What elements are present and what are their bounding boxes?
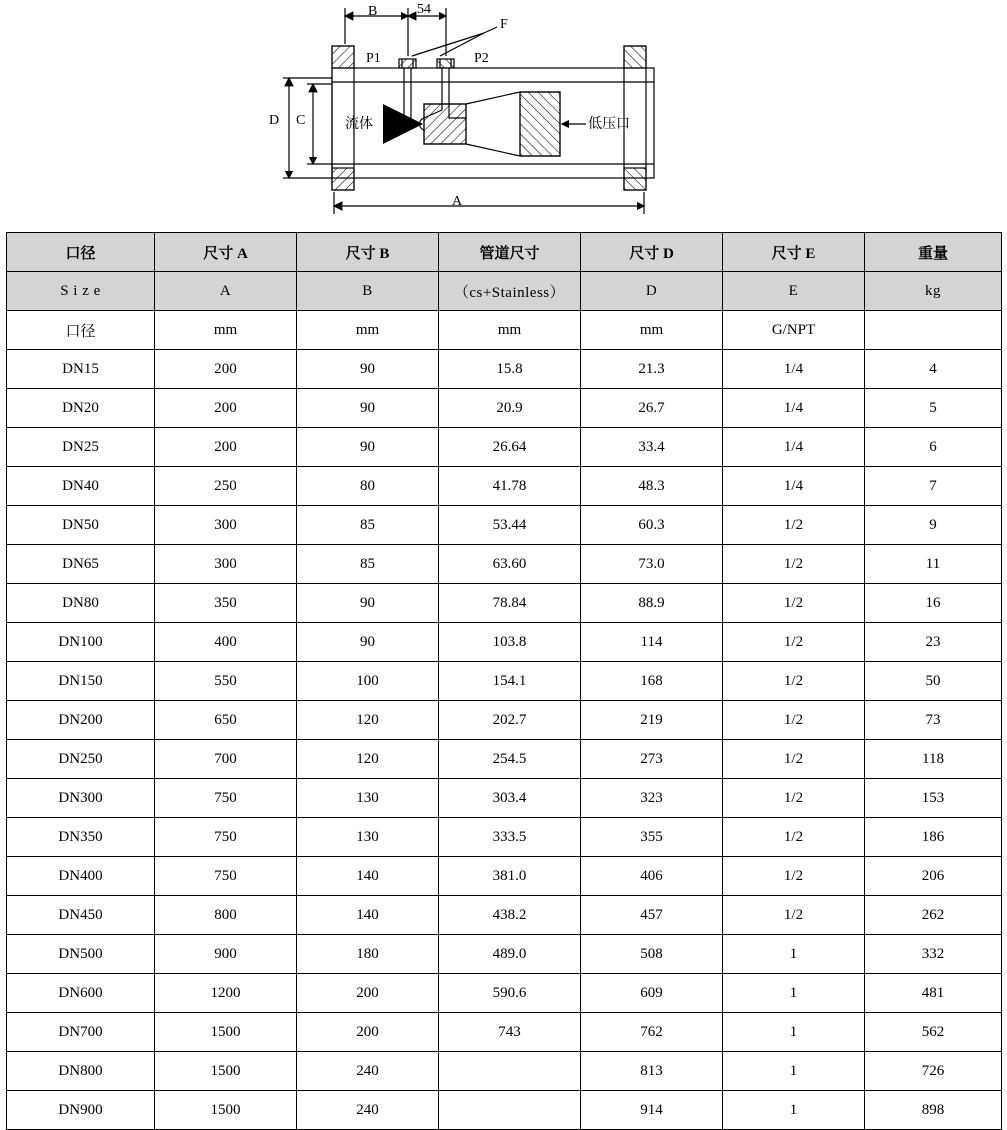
table-cell — [439, 1052, 581, 1091]
table-cell: 1/2 — [723, 779, 865, 818]
table-row — [7, 818, 1002, 857]
header-cell-pipe-size-cn: 管道尺寸 — [439, 233, 581, 272]
table-cell: 219 — [581, 701, 723, 740]
table-cell: DN450 — [7, 896, 155, 935]
dimension-label-54: 54 — [417, 2, 431, 17]
table-row — [7, 896, 1002, 935]
table-cell: 750 — [155, 818, 297, 857]
table-cell: DN800 — [7, 1052, 155, 1091]
table-cell: 898 — [865, 1091, 1002, 1130]
table-cell: 63.60 — [439, 545, 581, 584]
header-cell-size-cn: 口径 — [7, 233, 155, 272]
table-cell: 350 — [155, 584, 297, 623]
table-body — [7, 311, 1002, 1130]
header-cell-d-en: D — [581, 272, 723, 311]
table-cell: 130 — [297, 818, 439, 857]
table-cell: 1500 — [155, 1052, 297, 1091]
table-cell: 562 — [865, 1013, 1002, 1052]
table-row — [7, 662, 1002, 701]
table-cell: 240 — [297, 1091, 439, 1130]
table-cell: DN300 — [7, 779, 155, 818]
table-cell: 1 — [723, 1091, 865, 1130]
table-cell: 273 — [581, 740, 723, 779]
header-cell-size-en: S i z e — [7, 272, 155, 311]
table-row — [7, 584, 1002, 623]
table-cell: 50 — [865, 662, 1002, 701]
table-cell: 73.0 — [581, 545, 723, 584]
table-cell: 1/2 — [723, 545, 865, 584]
table-cell: DN500 — [7, 935, 155, 974]
table-cell: 85 — [297, 506, 439, 545]
table-header — [7, 233, 1002, 311]
table-cell: 90 — [297, 584, 439, 623]
table-cell: 130 — [297, 779, 439, 818]
table-cell: 1/2 — [723, 662, 865, 701]
unit-cell-pipe: mm — [439, 311, 581, 350]
table-cell: 118 — [865, 740, 1002, 779]
table-row — [7, 506, 1002, 545]
table-cell: 114 — [581, 623, 723, 662]
table-cell: 750 — [155, 779, 297, 818]
table-cell: 1/2 — [723, 584, 865, 623]
table-cell: 508 — [581, 935, 723, 974]
table-cell: 1/2 — [723, 818, 865, 857]
table-cell: 154.1 — [439, 662, 581, 701]
table-cell: 743 — [439, 1013, 581, 1052]
table-row — [7, 974, 1002, 1013]
table-cell: 300 — [155, 545, 297, 584]
table-row — [7, 779, 1002, 818]
table-cell: 200 — [297, 1013, 439, 1052]
table-cell: 1/2 — [723, 896, 865, 935]
table-cell: DN200 — [7, 701, 155, 740]
table-cell: 1500 — [155, 1013, 297, 1052]
unit-cell-size: 口径 — [7, 311, 155, 350]
table-cell: 9 — [865, 506, 1002, 545]
flowmeter-diagram — [0, 0, 1007, 232]
header-cell-pipe-size-en: （cs+Stainless） — [439, 272, 581, 311]
table-cell: 1/2 — [723, 623, 865, 662]
table-cell: DN700 — [7, 1013, 155, 1052]
table-cell: 73 — [865, 701, 1002, 740]
table-row — [7, 467, 1002, 506]
table-cell: 1/4 — [723, 389, 865, 428]
table-cell: DN65 — [7, 545, 155, 584]
low-pressure-port-label: 低压口 — [588, 116, 630, 132]
unit-cell-a: mm — [155, 311, 297, 350]
table-cell: 7 — [865, 467, 1002, 506]
table-cell: 590.6 — [439, 974, 581, 1013]
table-cell: 254.5 — [439, 740, 581, 779]
table-cell: 200 — [297, 974, 439, 1013]
table-cell: 333.5 — [439, 818, 581, 857]
table-header-row-en — [7, 272, 1002, 311]
table-cell: 400 — [155, 623, 297, 662]
table-cell: 33.4 — [581, 428, 723, 467]
dimension-label-d: D — [269, 113, 280, 128]
table-cell: 200 — [155, 350, 297, 389]
table-cell: 1/4 — [723, 467, 865, 506]
table-cell: 457 — [581, 896, 723, 935]
fluid-label: 流体 — [345, 116, 373, 132]
table-cell: 1/2 — [723, 857, 865, 896]
table-cell: 762 — [581, 1013, 723, 1052]
table-cell: 1/2 — [723, 740, 865, 779]
table-cell: DN40 — [7, 467, 155, 506]
table-cell: 438.2 — [439, 896, 581, 935]
table-cell: 48.3 — [581, 467, 723, 506]
table-cell: 813 — [581, 1052, 723, 1091]
table-cell: 20.9 — [439, 389, 581, 428]
table-cell: DN100 — [7, 623, 155, 662]
table-row — [7, 857, 1002, 896]
unit-cell-e: G/NPT — [723, 311, 865, 350]
table-cell: 1 — [723, 974, 865, 1013]
table-header-row-cn — [7, 233, 1002, 272]
table-cell: 240 — [297, 1052, 439, 1091]
table-cell: 6 — [865, 428, 1002, 467]
header-cell-weight-cn: 重量 — [865, 233, 1002, 272]
table-cell: 332 — [865, 935, 1002, 974]
table-cell: 140 — [297, 896, 439, 935]
table-cell: 15.8 — [439, 350, 581, 389]
dimension-label-f: F — [500, 17, 508, 32]
table-cell: DN50 — [7, 506, 155, 545]
table-cell: 11 — [865, 545, 1002, 584]
specification-table — [6, 232, 1002, 1130]
table-cell: 914 — [581, 1091, 723, 1130]
table-cell: 90 — [297, 428, 439, 467]
header-cell-e-cn: 尺寸 E — [723, 233, 865, 272]
table-cell: 4 — [865, 350, 1002, 389]
table-cell: 90 — [297, 623, 439, 662]
table-cell: DN400 — [7, 857, 155, 896]
table-cell: 26.7 — [581, 389, 723, 428]
table-cell: 381.0 — [439, 857, 581, 896]
table-cell: 16 — [865, 584, 1002, 623]
table-cell: 1 — [723, 1013, 865, 1052]
table-cell: 60.3 — [581, 506, 723, 545]
table-cell: DN15 — [7, 350, 155, 389]
table-cell: 90 — [297, 350, 439, 389]
table-row — [7, 623, 1002, 662]
table-row — [7, 1091, 1002, 1130]
table-cell: 550 — [155, 662, 297, 701]
dimension-label-c: C — [296, 113, 306, 128]
port-label-p1: P1 — [366, 51, 381, 66]
header-cell-e-en: E — [723, 272, 865, 311]
table-cell: 23 — [865, 623, 1002, 662]
table-row — [7, 545, 1002, 584]
table-cell: DN350 — [7, 818, 155, 857]
table-cell: 1500 — [155, 1091, 297, 1130]
table-cell: 1/4 — [723, 428, 865, 467]
table-cell: 800 — [155, 896, 297, 935]
table-cell: DN900 — [7, 1091, 155, 1130]
table-cell: 303.4 — [439, 779, 581, 818]
header-cell-b-en: B — [297, 272, 439, 311]
table-cell: 1/4 — [723, 350, 865, 389]
table-cell — [439, 1091, 581, 1130]
table-cell: 88.9 — [581, 584, 723, 623]
table-cell: 202.7 — [439, 701, 581, 740]
table-cell: 80 — [297, 467, 439, 506]
table-cell: DN250 — [7, 740, 155, 779]
unit-cell-d: mm — [581, 311, 723, 350]
table-cell: 200 — [155, 389, 297, 428]
table-cell: 153 — [865, 779, 1002, 818]
table-cell: 5 — [865, 389, 1002, 428]
table-cell: 78.84 — [439, 584, 581, 623]
table-cell: 180 — [297, 935, 439, 974]
header-cell-a-en: A — [155, 272, 297, 311]
header-cell-d-cn: 尺寸 D — [581, 233, 723, 272]
dimension-label-a: A — [452, 194, 463, 209]
table-cell: 750 — [155, 857, 297, 896]
table-cell: 53.44 — [439, 506, 581, 545]
table-cell: 21.3 — [581, 350, 723, 389]
table-cell: 90 — [297, 389, 439, 428]
table-cell: 1/2 — [723, 506, 865, 545]
table-cell: 700 — [155, 740, 297, 779]
table-row — [7, 350, 1002, 389]
table-cell: 140 — [297, 857, 439, 896]
table-row — [7, 740, 1002, 779]
table-unit-row — [7, 311, 1002, 350]
table-row — [7, 935, 1002, 974]
table-cell: 41.78 — [439, 467, 581, 506]
header-cell-b-cn: 尺寸 B — [297, 233, 439, 272]
dimension-label-b: B — [368, 4, 378, 19]
table-cell: 250 — [155, 467, 297, 506]
table-cell: 26.64 — [439, 428, 581, 467]
flowmeter-diagram-svg — [0, 0, 1007, 232]
table-cell: 206 — [865, 857, 1002, 896]
table-row — [7, 1052, 1002, 1091]
table-cell: 1 — [723, 1052, 865, 1091]
table-cell: 262 — [865, 896, 1002, 935]
table-cell: 120 — [297, 701, 439, 740]
table-cell: DN600 — [7, 974, 155, 1013]
unit-cell-weight — [865, 311, 1002, 350]
table-cell: 609 — [581, 974, 723, 1013]
unit-cell-b: mm — [297, 311, 439, 350]
table-row — [7, 701, 1002, 740]
table-cell: 103.8 — [439, 623, 581, 662]
table-cell: DN80 — [7, 584, 155, 623]
table-cell: 323 — [581, 779, 723, 818]
table-cell: 726 — [865, 1052, 1002, 1091]
table-cell: 1200 — [155, 974, 297, 1013]
table-cell: 300 — [155, 506, 297, 545]
table-cell: 406 — [581, 857, 723, 896]
table-row — [7, 1013, 1002, 1052]
table-cell: 1/2 — [723, 701, 865, 740]
table-cell: 168 — [581, 662, 723, 701]
header-cell-weight-en: kg — [865, 272, 1002, 311]
table-row — [7, 428, 1002, 467]
table-cell: 650 — [155, 701, 297, 740]
port-label-p2: P2 — [474, 51, 489, 66]
table-cell: DN20 — [7, 389, 155, 428]
table-cell: 85 — [297, 545, 439, 584]
table-cell: 200 — [155, 428, 297, 467]
table-cell: DN25 — [7, 428, 155, 467]
table-cell: 481 — [865, 974, 1002, 1013]
header-cell-a-cn: 尺寸 A — [155, 233, 297, 272]
table-cell: DN150 — [7, 662, 155, 701]
table-cell: 1 — [723, 935, 865, 974]
table-cell: 355 — [581, 818, 723, 857]
table-cell: 186 — [865, 818, 1002, 857]
table-cell: 100 — [297, 662, 439, 701]
table-row — [7, 389, 1002, 428]
table-cell: 120 — [297, 740, 439, 779]
table-cell: 489.0 — [439, 935, 581, 974]
table-cell: 900 — [155, 935, 297, 974]
